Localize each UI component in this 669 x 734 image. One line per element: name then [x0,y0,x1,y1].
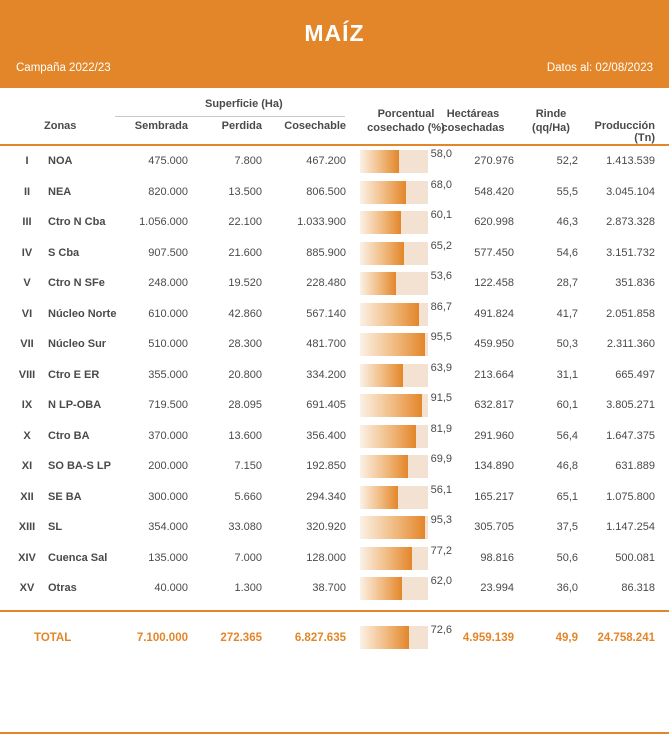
row-rinde: 50,3 [556,338,578,350]
row-hectareas: 577.450 [474,246,514,259]
row-rinde: 41,7 [556,307,578,320]
row-produccion: 1.647.375 [606,429,655,442]
row-rinde: 60,1 [556,399,578,411]
row-hectareas: 620.998 [474,216,514,228]
col-hectareas-line2: cosechadas [441,122,505,134]
row-sembrada: 135.000 [148,551,188,564]
row-sembrada: 610.000 [148,307,188,320]
row-sembrada: 510.000 [148,338,188,350]
row-perdida: 13.600 [228,429,262,442]
row-perdida: 19.520 [228,277,262,289]
col-sembrada: Sembrada [134,120,188,132]
row-cosechable: 320.920 [306,521,346,533]
row-sembrada: 40.000 [154,582,188,594]
row-zona: Núcleo Sur [48,338,107,350]
row-sembrada: 1.056.000 [139,216,188,228]
row-perdida: 5.660 [234,490,262,503]
row-zona: NEA [48,185,72,198]
table-body [0,146,669,604]
row-sembrada: 354.000 [148,521,188,533]
row-zona: Ctro E ER [48,368,100,381]
row-perdida: 7.800 [234,155,262,167]
row-rinde: 65,1 [556,490,578,503]
row-perdida: 7.150 [234,460,262,472]
row-percent-label: 62,0 [430,575,452,587]
table-row [0,421,669,452]
data-date-label: Datos al: 02/08/2023 [546,62,653,74]
row-produccion: 631.889 [615,460,655,472]
row-roman: XIII [18,521,36,533]
row-zona: Ctro N SFe [48,277,105,289]
row-zona: N LP-OBA [48,399,102,411]
row-sembrada: 300.000 [148,490,188,503]
col-hectareas-line1: Hectáreas [446,108,500,120]
row-roman: XII [20,490,34,503]
row-rinde: 46,3 [556,216,578,228]
row-zona: Ctro N Cba [48,216,106,228]
table-row [0,573,669,604]
col-rinde-line1: Rinde [535,108,567,120]
row-rinde: 36,0 [556,582,578,594]
col-rinde-line2: (qq/Ha) [532,122,570,134]
table-row [0,360,669,391]
row-cosechable: 38.700 [312,582,346,594]
row-perdida: 42.860 [228,307,262,320]
row-perdida: 28.095 [228,399,262,411]
table-header [0,88,669,146]
row-hectareas: 134.890 [474,460,514,472]
row-produccion: 1.413.539 [606,155,655,167]
row-sembrada: 370.000 [148,429,188,442]
table-row [0,390,669,421]
row-sembrada: 907.500 [148,246,188,259]
col-porcentual-line1: Porcentual [377,108,435,120]
row-roman: VII [20,338,34,350]
table-row [0,482,669,513]
row-roman: XIV [18,551,36,564]
row-zona: Cuenca Sal [48,551,108,564]
table-row [0,177,669,208]
row-sembrada: 355.000 [148,368,188,381]
table-row [0,329,669,360]
row-cosechable: 467.200 [306,155,346,167]
total-cosechable: 6.827.635 [294,631,346,644]
row-roman: X [23,429,31,442]
col-cosechable: Cosechable [284,120,346,132]
row-percent-label: 58,0 [430,148,452,160]
row-roman: IV [21,246,33,259]
row-zona: Núcleo Norte [48,307,117,320]
table-row [0,543,669,574]
row-hectareas: 291.960 [474,429,514,442]
campaign-label: Campaña 2022/23 [16,62,111,74]
row-hectareas: 23.994 [480,582,514,594]
table-row [0,451,669,482]
total-rinde: 49,9 [555,631,578,644]
row-rinde: 54,6 [556,246,578,259]
row-perdida: 20.800 [228,368,262,381]
row-produccion: 1.147.254 [606,521,655,533]
row-cosechable: 356.400 [306,429,346,442]
total-produccion: 24.758.241 [597,631,655,644]
row-cosechable: 691.405 [306,399,346,411]
row-produccion: 2.873.328 [606,216,655,228]
table-row [0,146,669,177]
col-porcentual-line2: cosechado (%) [367,122,445,134]
row-percent-label: 69,9 [430,453,452,465]
row-rinde: 31,1 [556,368,578,381]
row-hectareas: 213.664 [474,368,514,381]
row-zona: SE BA [48,490,82,503]
row-produccion: 3.805.271 [606,399,655,411]
row-cosechable: 567.140 [306,307,346,320]
row-cosechable: 481.700 [306,338,346,350]
row-sembrada: 248.000 [148,277,188,289]
row-sembrada: 719.500 [148,399,188,411]
row-hectareas: 632.817 [474,399,514,411]
row-percent-label: 63,9 [430,361,452,374]
row-roman: I [25,155,29,167]
row-roman: VI [21,307,33,320]
row-produccion: 3.151.732 [606,246,655,259]
row-percent-label: 53,6 [430,270,452,282]
col-produccion: Producción (Tn) [594,120,655,144]
total-perdida: 272.365 [220,631,262,644]
row-produccion: 2.051.858 [606,307,655,320]
row-zona: SO BA-S LP [48,460,111,472]
row-produccion: 1.075.800 [606,490,655,503]
row-zona: Ctro BA [48,429,90,442]
row-zona: Otras [48,582,77,594]
total-label: TOTAL [34,631,72,644]
group-superficie-rule [115,116,345,117]
row-hectareas: 270.976 [474,155,514,167]
row-rinde: 37,5 [556,521,578,533]
row-perdida: 21.600 [228,246,262,259]
row-produccion: 3.045.104 [606,185,655,198]
row-percent-label: 86,7 [430,300,452,313]
row-roman: XV [19,582,35,594]
row-rinde: 46,8 [556,460,578,472]
row-roman: II [23,185,31,198]
row-hectareas: 548.420 [474,185,514,198]
group-superficie-label: Superficie (Ha) [205,98,283,110]
row-zona: S Cba [48,246,80,259]
row-sembrada: 820.000 [148,185,188,198]
row-cosechable: 228.480 [306,277,346,289]
total-percent-label: 72,6 [430,623,452,636]
row-perdida: 1.300 [234,582,262,594]
table-row [0,512,669,543]
row-percent-label: 68,0 [430,178,452,191]
row-percent-label: 65,2 [430,239,452,252]
row-hectareas: 305.705 [474,521,514,533]
row-hectareas: 491.824 [474,307,514,320]
row-sembrada: 475.000 [148,155,188,167]
row-rinde: 56,4 [556,429,578,442]
row-produccion: 500.081 [615,551,655,564]
row-roman: V [23,277,31,289]
row-rinde: 50,6 [556,551,578,564]
row-perdida: 33.080 [228,521,262,533]
row-cosechable: 334.200 [306,368,346,381]
row-cosechable: 885.900 [306,246,346,259]
row-roman: XI [21,460,33,472]
row-cosechable: 1.033.900 [297,216,346,228]
total-hectareas: 4.959.139 [462,631,514,644]
row-cosechable: 806.500 [306,185,346,198]
row-hectareas: 459.950 [474,338,514,350]
row-rinde: 28,7 [556,277,578,289]
row-zona: SL [48,521,63,533]
row-percent-label: 81,9 [430,422,452,435]
row-zona: NOA [48,155,73,167]
row-perdida: 22.100 [228,216,262,228]
total-row [0,612,669,666]
row-rinde: 55,5 [556,185,578,198]
page-title: MAÍZ [304,20,365,46]
report-header [0,0,669,88]
table-row [0,299,669,330]
row-produccion: 2.311.360 [606,338,655,350]
row-roman: III [22,216,32,228]
row-produccion: 351.836 [615,277,655,289]
row-percent-label: 77,2 [430,544,452,557]
row-sembrada: 200.000 [148,460,188,472]
row-cosechable: 192.850 [306,460,346,472]
row-percent-label: 95,5 [430,331,452,343]
row-hectareas: 98.816 [480,551,514,564]
row-cosechable: 128.000 [306,551,346,564]
total-sembrada: 7.100.000 [136,631,188,644]
row-perdida: 13.500 [228,185,262,198]
row-produccion: 665.497 [615,368,655,381]
col-perdida: Perdida [221,120,262,132]
row-percent-label: 91,5 [430,392,452,404]
row-percent-label: 95,3 [430,514,452,526]
row-rinde: 52,2 [556,155,578,167]
row-percent-label: 56,1 [430,483,452,496]
row-roman: IX [21,399,33,411]
row-perdida: 7.000 [234,551,262,564]
table-row [0,238,669,269]
row-perdida: 28.300 [228,338,262,350]
row-cosechable: 294.340 [306,490,346,503]
row-roman: VIII [18,368,36,381]
table-row [0,268,669,299]
row-produccion: 86.318 [621,582,655,594]
row-percent-label: 60,1 [430,209,452,221]
table-row [0,207,669,238]
row-hectareas: 165.217 [474,490,514,503]
col-zonas: Zonas [44,120,77,132]
row-hectareas: 122.458 [474,277,514,289]
